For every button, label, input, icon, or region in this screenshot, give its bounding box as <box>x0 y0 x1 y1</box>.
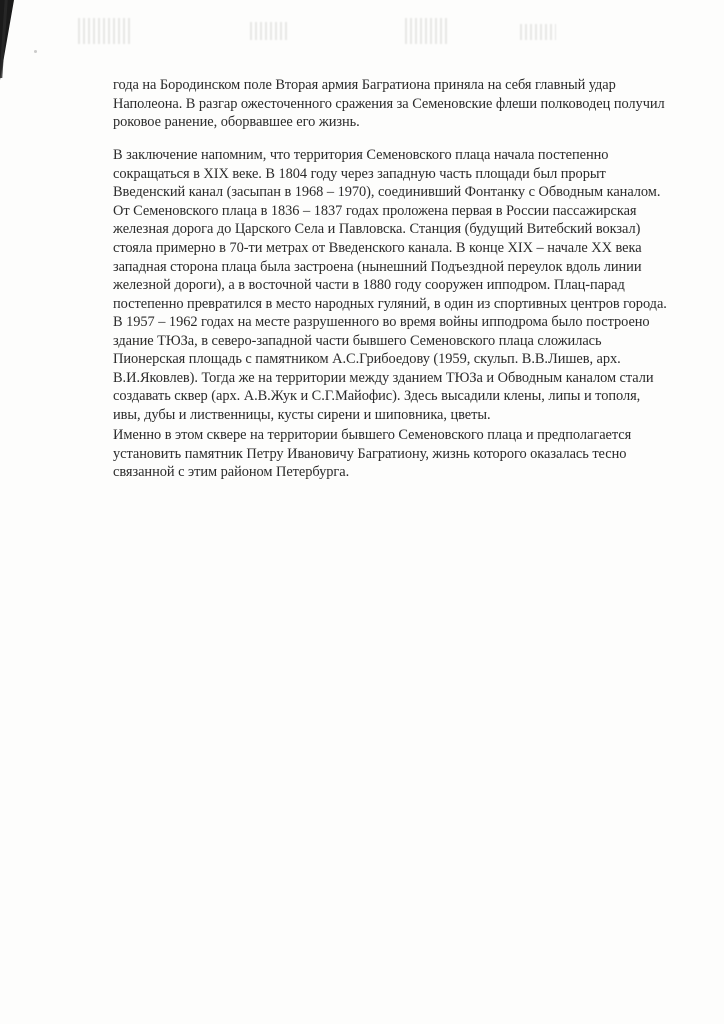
text-line: Наполеона. В разгар ожесточенного сражения за Семеновские флеши полководец получил <box>113 95 665 112</box>
text-line: связанной с этим районом Петербурга. <box>113 464 350 481</box>
bleed-through-mark <box>250 22 290 40</box>
text-line: Введенский канал (засыпан в 1968 – 1970), соединивший Фонтанку с Обводным каналом. <box>113 184 661 201</box>
text-line: В.И.Яковлев). Тогда же на территории между зданием ТЮЗа и Обводным каналом стали <box>113 369 654 386</box>
bleed-through-mark <box>78 18 130 44</box>
text-line: железной дороги), а в восточной части в 1880 году сооружен ипподром. Плац-парад <box>113 277 625 294</box>
text-line: года на Бородинском поле Вторая армия Багратиона приняла на себя главный удар <box>113 77 616 93</box>
text-line: здание ТЮЗа, в северо-западной части бывшего Семеновского плаца сложилась <box>113 332 602 349</box>
text-line: роковое ранение, оборвавшее его жизнь. <box>113 114 360 131</box>
text-line: постепенно превратился в место народных гуляний, в один из спортивных центров города. <box>113 295 667 312</box>
text-line: ивы, дубы и лиственницы, кусты сирени и шиповника, цветы. <box>113 406 491 423</box>
text-line: железная дорога до Царского Села и Павловска. Станция (будущий Витебский вокзал) <box>113 221 641 238</box>
text-line: В 1957 – 1962 годах на месте разрушенного во время войны ипподрома было построено <box>113 314 650 330</box>
text-line: стояла примерно в 70-ти метрах от Введенского канала. В конце XIX – начале XX века <box>113 239 642 256</box>
text-line: В заключение напомним, что территория Семеновского плаца начала постепенно <box>113 147 609 163</box>
paragraph-4 <box>113 426 693 482</box>
text-line: сокращаться в XIX веке. В 1804 году через западную часть площади был прорыт <box>113 165 606 182</box>
text-line: Пионерская площадь с памятником А.С.Грибоедову (1959, скульп. В.В.Лишев, арх. <box>113 351 621 368</box>
text-line: От Семеновского плаца в 1836 – 1837 годах проложена первая в России пассажирская <box>113 202 637 219</box>
paragraph-2 <box>113 146 693 313</box>
text-line: западная сторона плаца была застроена (нынешний Подъездной переулок вдоль линии <box>113 258 642 275</box>
bleed-through-mark <box>520 24 556 40</box>
paragraph-3 <box>113 313 693 425</box>
text-line: установить памятник Петру Ивановичу Багратиону, жизнь которого оказалась тесно <box>113 445 627 462</box>
bleed-through-mark <box>405 18 449 44</box>
text-line: создавать сквер (арх. А.В.Жук и С.Г.Майофис). Здесь высадили клены, липы и тополя, <box>113 388 641 405</box>
paragraph-1 <box>113 76 693 132</box>
text-line: Именно в этом сквере на территории бывшего Семеновского плаца и предполагается <box>113 427 632 443</box>
scan-speck <box>34 50 37 53</box>
